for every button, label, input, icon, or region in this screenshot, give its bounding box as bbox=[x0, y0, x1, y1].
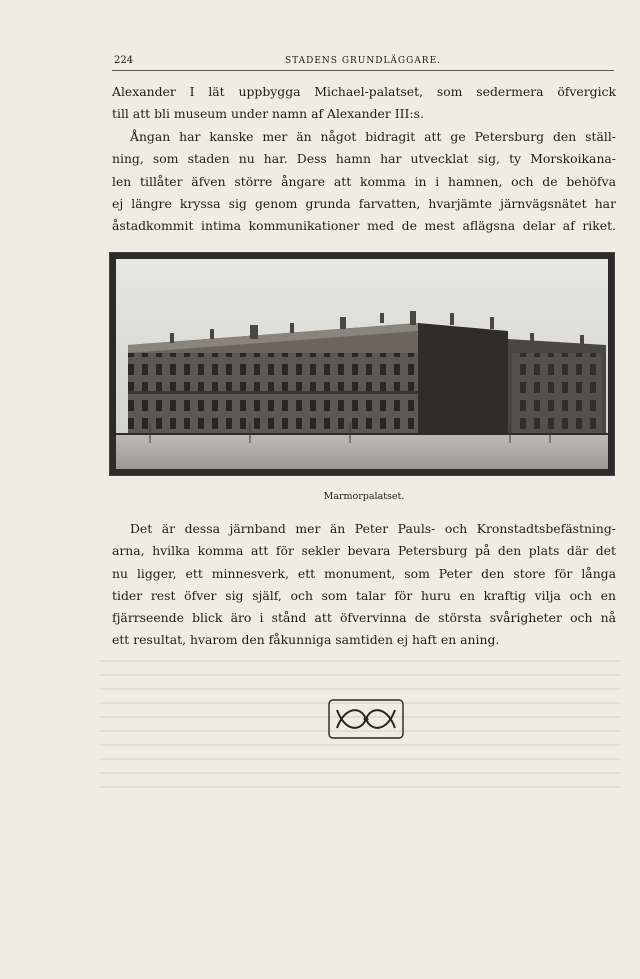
text-line: ej längre kryssa sig genom grunda farvatten, hvarjämte järnvägsnätet har bbox=[112, 195, 616, 211]
paragraph-2 bbox=[112, 126, 616, 237]
marble-palace-photo bbox=[109, 252, 615, 476]
text-line: tider rest öfver sig själf, och som talar för huru en kraftig vilja och en bbox=[112, 587, 616, 603]
palace-illustration bbox=[110, 253, 614, 475]
text-line: till att bli museum under namn af Alexander III:s. bbox=[112, 106, 424, 122]
text-line: ning, som staden nu har. Dess hamn har utvecklat sig, ty Morskoikana- bbox=[112, 151, 616, 167]
text-line: arna, hvilka komma att för sekler bevara Petersburg på den plats där det bbox=[112, 543, 616, 559]
figure-caption: Marmorpalatset. bbox=[323, 491, 405, 502]
text-line: åstadkommit intima kommunikationer med de mest aflägsna delar af riket. bbox=[112, 218, 616, 234]
page-number: 224 bbox=[114, 55, 134, 66]
paragraph-3 bbox=[112, 518, 616, 652]
text-line: nu ligger, ett minnesverk, ett monument, som Peter den store för långa bbox=[112, 565, 616, 581]
running-header bbox=[112, 52, 614, 71]
text-line: Det är dessa järnband mer än Peter Pauls- och Kronstadtsbefästning- bbox=[130, 521, 616, 536]
text-line: fjärrseende blick äro i stånd att öfvervinna de största svårigheter och nå bbox=[112, 610, 616, 626]
ornament-icon bbox=[327, 698, 405, 740]
text-line: Ångan har kanske mer än något bidragit att ge Petersburg den ställ- bbox=[130, 129, 616, 144]
running-title: STADENS GRUNDLÄGGARE. bbox=[284, 56, 442, 66]
text-line: ett resultat, hvarom den fåkunniga samtiden ej haft en aning. bbox=[112, 632, 500, 648]
text-line: Alexander I lät uppbygga Michael-palatset, som sedermera öfvergick bbox=[112, 84, 616, 99]
text-line: len tillåter äfven större ångare att komma in i hamnen, och de behöfva bbox=[112, 173, 616, 189]
paragraph-1 bbox=[112, 81, 616, 126]
